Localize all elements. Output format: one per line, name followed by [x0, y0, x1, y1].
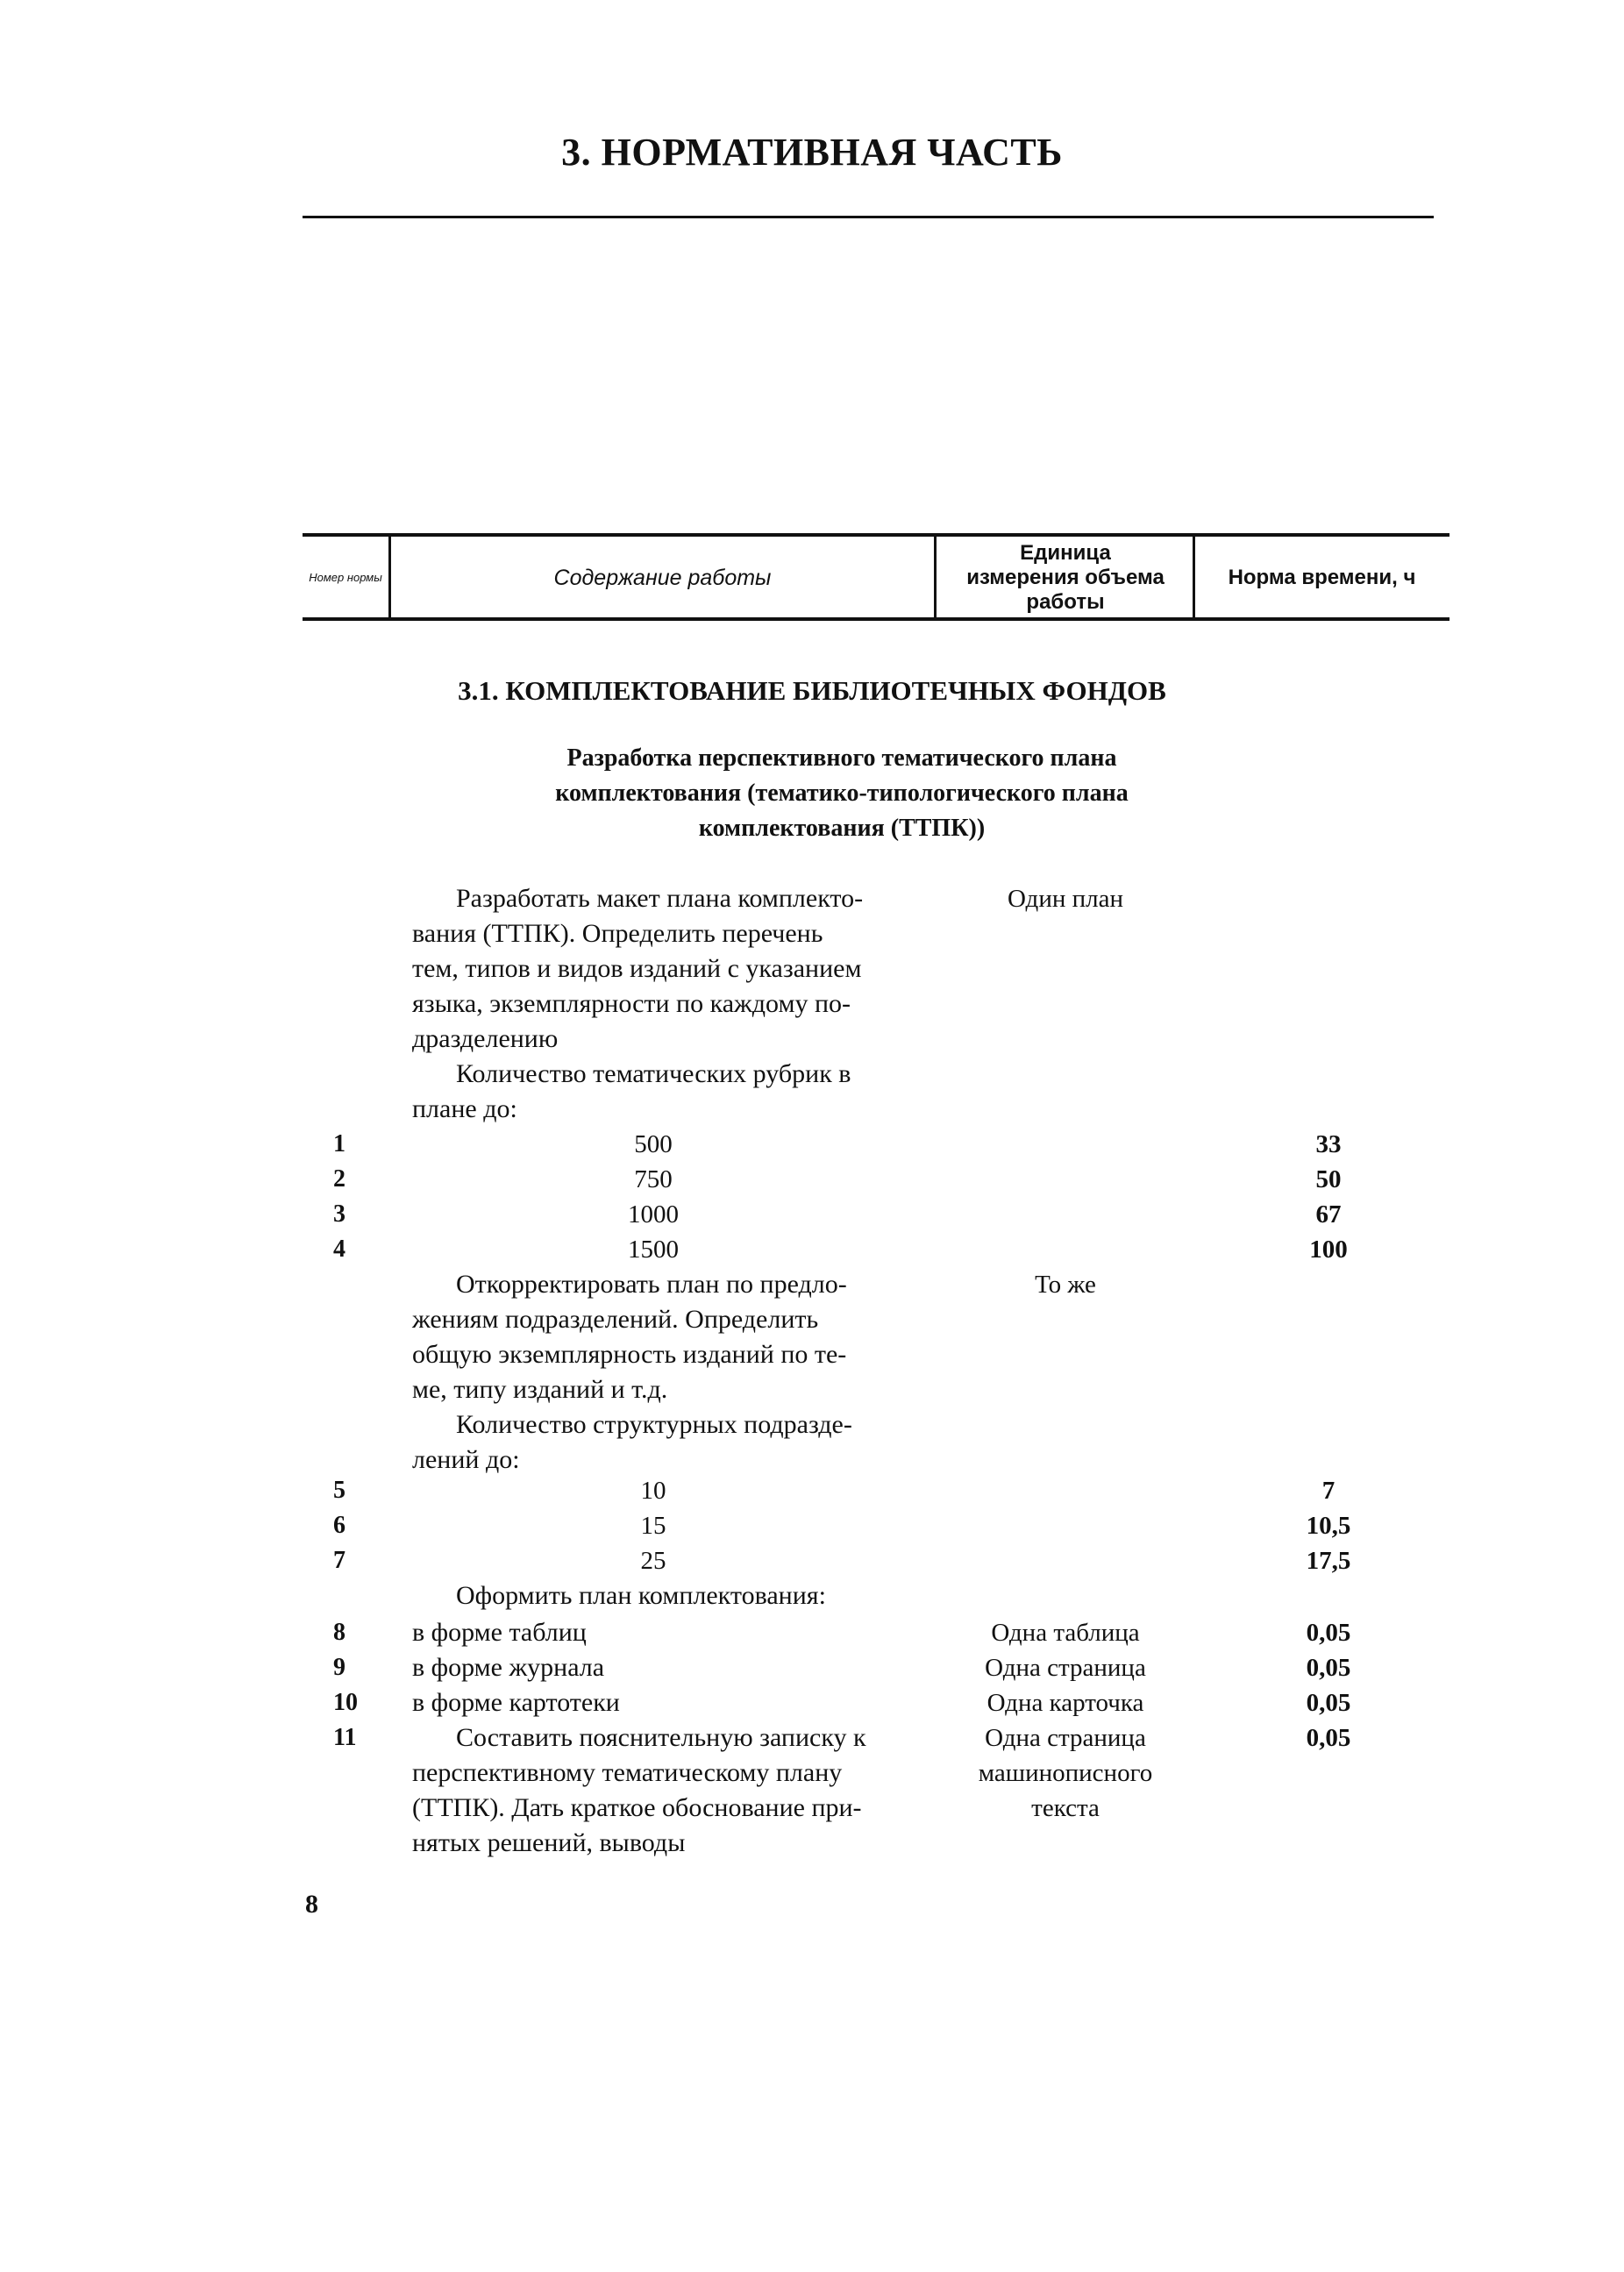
page-number: 8	[305, 1890, 318, 1919]
row-value: 500	[634, 1130, 673, 1158]
row-text: в форме журнала	[412, 1653, 605, 1682]
subsection-line: комплектования (ТТПК))	[698, 815, 986, 842]
row-value: 750	[634, 1165, 673, 1193]
row-norm: 0,05	[1306, 1619, 1351, 1647]
header-col-number: Номер нормы	[309, 570, 382, 584]
block2-qty-line: Количество структурных подразде-	[456, 1410, 852, 1439]
block2-line: Откорректировать план по предло-	[456, 1270, 847, 1299]
block1-unit: Один план	[1008, 885, 1123, 913]
row-value: 15	[640, 1512, 666, 1540]
row-number: 11	[333, 1724, 357, 1751]
row-norm: 0,05	[1306, 1689, 1351, 1717]
row-value: 1500	[628, 1236, 679, 1264]
row-number: 3	[333, 1200, 345, 1228]
block2-qty-line: лений до:	[412, 1445, 520, 1474]
block2-description	[412, 1267, 912, 1478]
header-col-norm: Норма времени, ч	[1228, 565, 1416, 589]
block2-unit: То же	[1035, 1271, 1096, 1299]
row-norm: 0,05	[1306, 1654, 1351, 1682]
subsection-title	[491, 741, 1193, 846]
row-number: 8	[333, 1619, 345, 1646]
row-norm: 17,5	[1306, 1547, 1351, 1575]
row-norm: 10,5	[1306, 1512, 1351, 1540]
row-value: 10	[640, 1477, 666, 1505]
block1-line: тем, типов и видов изданий с указанием	[412, 954, 862, 983]
row-number: 6	[333, 1512, 345, 1539]
block2-line: общую экземплярность изданий по те-	[412, 1340, 847, 1369]
block4-line: нятых решений, выводы	[412, 1828, 686, 1857]
row-number: 1	[333, 1130, 345, 1157]
block4-unit-line: машинописного	[978, 1759, 1153, 1787]
block4-description	[412, 1720, 912, 1861]
row-value: 25	[640, 1547, 666, 1575]
row-number: 9	[333, 1654, 345, 1681]
row-norm: 67	[1315, 1200, 1342, 1229]
header-divider-2	[934, 535, 937, 620]
row-text: в форме картотеки	[412, 1688, 620, 1717]
row-unit: Одна карточка	[987, 1689, 1144, 1717]
row-number: 4	[333, 1236, 345, 1263]
block1-line: дразделению	[412, 1024, 559, 1053]
block3-intro-line: Оформить план комплектования:	[456, 1581, 826, 1610]
row-number: 5	[333, 1477, 345, 1504]
block4-unit	[938, 1720, 1193, 1826]
block4-unit-line: текста	[1031, 1794, 1100, 1822]
subsection-line: Разработка перспективного тематического плана	[566, 744, 1117, 772]
section-title: 3.1. КОМПЛЕКТОВАНИЕ БИБЛИОТЕЧНЫХ ФОНДОВ	[458, 675, 1166, 706]
row-norm: 33	[1315, 1130, 1342, 1158]
row-number: 10	[333, 1689, 358, 1716]
block1-line: языка, экземплярности по каждому по-	[412, 989, 851, 1018]
block1-qty-line: Количество тематических рубрик в	[456, 1059, 851, 1088]
block4-line: (ТТПК). Дать краткое обоснование при-	[412, 1793, 862, 1822]
page-title: 3. НОРМАТИВНАЯ ЧАСТЬ	[561, 131, 1063, 174]
row-norm: 0,05	[1306, 1724, 1351, 1752]
block1-description	[412, 881, 912, 1127]
block4-line: перспективному тематическому плану	[412, 1758, 843, 1787]
row-unit: Одна таблица	[991, 1619, 1140, 1647]
block1-line: вания (ТТПК). Определить перечень	[412, 919, 823, 948]
header-col-unit: Единица измерения объема работы	[966, 540, 1165, 614]
block1-qty-line: плане до:	[412, 1094, 517, 1123]
header-divider-3	[1193, 535, 1195, 620]
row-number: 7	[333, 1547, 345, 1574]
row-norm: 50	[1315, 1165, 1342, 1193]
block4-unit-line: Одна страница	[985, 1724, 1146, 1752]
row-value: 1000	[628, 1200, 679, 1229]
subsection-line: комплектования (тематико-типологического плана	[555, 780, 1129, 807]
row-text: в форме таблиц	[412, 1618, 587, 1647]
title-divider	[303, 216, 1434, 218]
row-norm: 100	[1309, 1236, 1348, 1264]
block1-line: Разработать макет плана комплекто-	[456, 884, 864, 913]
header-col-content: Содержание работы	[553, 565, 772, 590]
block2-line: жениям подразделений. Определить	[412, 1305, 819, 1334]
row-norm: 7	[1321, 1477, 1336, 1505]
block2-line: ме, типу изданий и т.д.	[412, 1375, 668, 1404]
row-number: 2	[333, 1165, 345, 1193]
block4-line: Составить пояснительную записку к	[456, 1723, 866, 1752]
block3-intro	[412, 1578, 912, 1613]
row-unit: Одна страница	[985, 1654, 1146, 1682]
